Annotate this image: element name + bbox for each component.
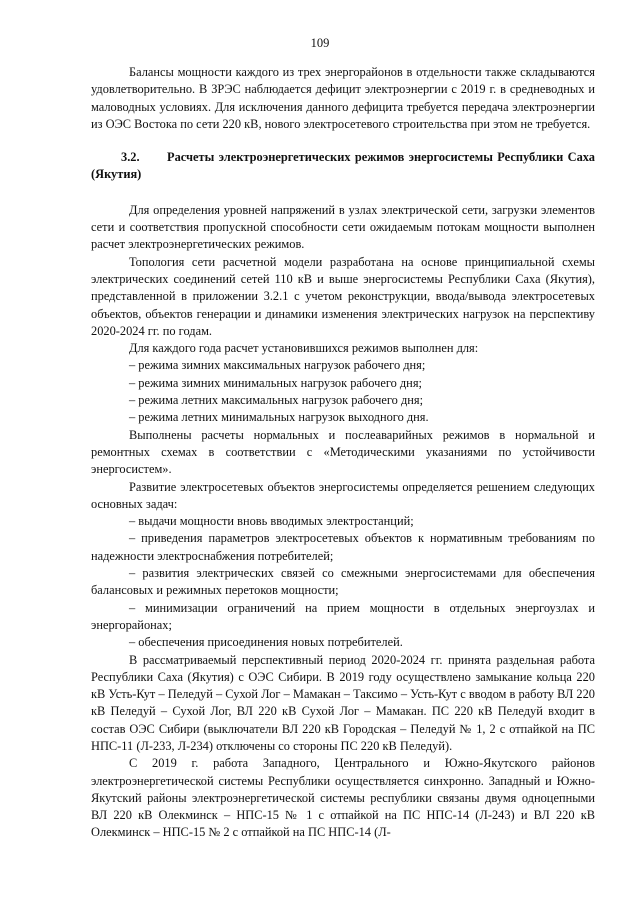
paragraph-1: Для определения уровней напряжений в узлах электрической сети, загрузки элементов сети и соответствия пропускной способности сети ожидаемым потокам мощности выполнен расчет электроэнергетических режимов. [91, 202, 595, 252]
paragraph-5: Развитие электросетевых объектов энергосистемы определяется решением следующих основных задач: [91, 479, 595, 511]
list-item-mode: – режима зимних максимальных нагрузок рабочего дня; [129, 358, 426, 373]
section-title: Расчеты электроэнергетических режимов энергосистемы Республики Саха (Якутия) [91, 150, 595, 182]
list-item-mode: – режима летних минимальных нагрузок выходного дня. [129, 410, 429, 425]
list-item-task: – выдачи мощности вновь вводимых электростанций; [129, 514, 414, 529]
list-item-task: – приведения параметров электросетевых объектов к нормативным требованиям по надежности электроснабжения потребителей; [91, 531, 595, 563]
list-item-task: – обеспечения присоединения новых потребителей. [129, 635, 403, 650]
list-item-mode: – режима зимних минимальных нагрузок рабочего дня; [129, 375, 422, 390]
paragraph-2: Топология сети расчетной модели разработана на основе принципиальной схемы электрических соединений сетей 110 кВ и выше энергосистемы Республики Саха (Якутия), представленной в приложении 3.2.1 с учетом реконструкции, ввода/вывода электросетевых объектов, объектов генерации и динамики изменения электрических нагрузок на перспективу 2020-2024 гг. по годам. [91, 254, 595, 338]
paragraph-4: Выполнены расчеты нормальных и послеаварийных режимов в нормальной и ремонтных схемах в соответствии с «Методическими указаниями по устойчивости энергосистем». [91, 427, 595, 477]
paragraph-7: С 2019 г. работа Западного, Центрального и Южно-Якутского районов электроэнергетической системы Республики осуществляется синхронно. Западный и Южно-Якутский районы электроэнергетической системы республики связаны двумя одноцепными ВЛ 220 кВ Олекминск – НПС-15 № 1 с отпайкой на ПС НПС-14 (Л-243) и ВЛ 220 кВ Олекминск – НПС-15 № 2 с отпайкой на ПС НПС-14 (Л- [91, 756, 595, 840]
list-item-task: – развития электрических связей со смежными энергосистемами для обеспечения балансовых и режимных перетоков мощности; [91, 566, 595, 598]
paragraph-6: В рассматриваемый перспективный период 2020-2024 гг. принята раздельная работа Республики Саха (Якутия) с ОЭС Сибири. В 2019 году осуществлено замыкание кольца 220 кВ Усть-Кут – Пеледуй – Сухой Лог – Мамакан – Таксимо – Усть-Кут с вводом в работу ВЛ 220 кВ Пеледуй – Сухой Лог, ВЛ 220 кВ Сухой Лог – Мамакан. ПС 220 кВ Пеледуй входит в состав ОЭС Сибири (выключатели ВЛ 220 кВ Городская – Пеледуй № 1, 2 с отпайкой на ПС НПС-11 (Л-233, Л-234) отключены со стороны ПС 220 кВ Пеледуй). [91, 652, 595, 753]
page-number: 109 [310, 36, 330, 50]
section-number: 3.2. [121, 150, 140, 165]
paragraph-3: Для каждого года расчет установившихся режимов выполнен для: [129, 341, 479, 356]
document-body [91, 64, 595, 842]
section-heading [91, 149, 595, 184]
list-item-mode: – режима летних максимальных нагрузок рабочего дня; [129, 393, 424, 408]
paragraph-intro: Балансы мощности каждого из трех энергорайонов в отдельности также складываются удовлетворительно. В ЗРЭС наблюдается дефицит электроэнергии с 2019 г. в средневодных и маловодных условиях. Для исключения данного дефицита требуется передача электроэнергии из ОЭС Востока по сети 220 кВ, нового электросетевого строительства при этом не требуется. [91, 65, 595, 131]
list-item-task: – минимизации ограничений на прием мощности в отдельных энергоузлах и энергорайонах; [91, 600, 595, 632]
